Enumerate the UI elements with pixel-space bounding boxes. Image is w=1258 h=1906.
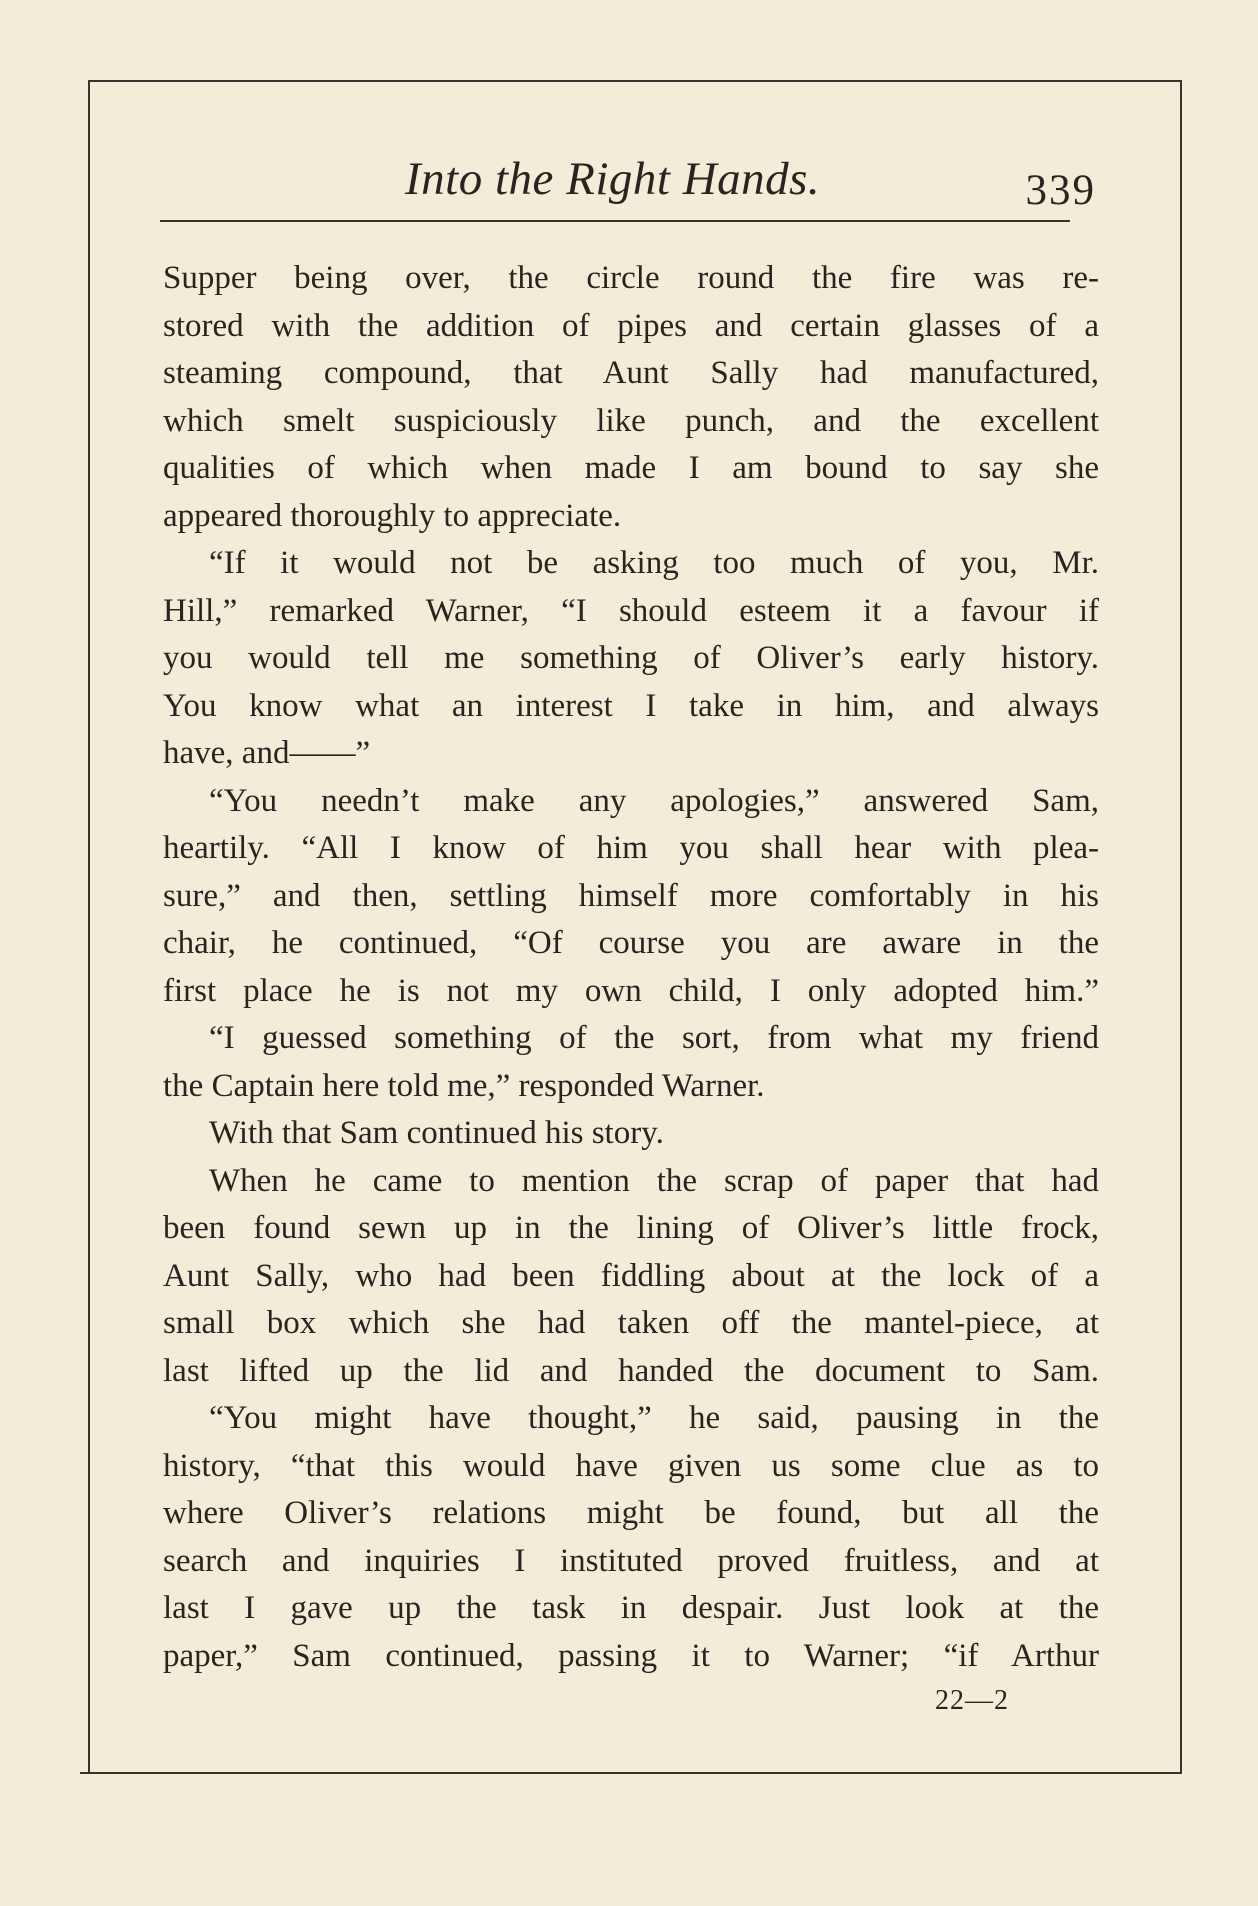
text-line: history, “that this would have given us some clue as to — [163, 1447, 1099, 1484]
header-rule — [160, 220, 1070, 222]
text-line: last I gave up the task in despair. Just look at the — [163, 1590, 1099, 1626]
text-line: With that Sam continued his story. — [209, 1115, 664, 1151]
text-line: “I guessed something of the sort, from what my friend — [209, 1020, 1099, 1056]
text-line: Hill,” remarked Warner, “I should esteem it a favour if — [163, 592, 1099, 629]
body-text — [163, 255, 1099, 1680]
text-line: appeared thoroughly to appreciate. — [163, 497, 622, 534]
text-line: qualities of which when made I am bound to say she — [163, 450, 1099, 486]
text-line: Aunt Sally, who had been fiddling about at the lock of a — [163, 1257, 1099, 1294]
text-line: You know what an interest I take in him, and always — [163, 687, 1099, 724]
text-line: heartily. “All I know of him you shall hear with plea- — [163, 830, 1099, 866]
text-line: you would tell me something of Oliver’s early history. — [163, 640, 1099, 676]
text-line: stored with the addition of pipes and certain glasses of a — [163, 307, 1099, 344]
text-line: have, and——” — [163, 735, 371, 771]
text-line: last lifted up the lid and handed the document to Sam. — [163, 1352, 1099, 1389]
text-line: “You needn’t make any apologies,” answered Sam, — [209, 782, 1099, 819]
text-line: small box which she had taken off the mantel-piece, at — [163, 1305, 1099, 1341]
text-line: “If it would not be asking too much of you, Mr. — [209, 545, 1099, 581]
text-line: paper,” Sam continued, passing it to Warner; “if Arthur — [163, 1637, 1099, 1674]
text-line: sure,” and then, settling himself more comfortably in his — [163, 877, 1099, 914]
text-line: When he came to mention the scrap of paper that had — [209, 1162, 1099, 1199]
text-line: chair, he continued, “Of course you are aware in the — [163, 925, 1099, 961]
text-line: been found sewn up in the lining of Oliver’s little frock, — [163, 1210, 1099, 1246]
bottom-rule — [80, 1772, 1182, 1774]
running-head — [160, 152, 1096, 222]
page-number: 339 — [1025, 167, 1096, 214]
text-line: steaming compound, that Aunt Sally had manufactured, — [163, 355, 1099, 391]
text-line: Supper being over, the circle round the fire was re- — [163, 260, 1099, 296]
signature-mark: 22—2 — [935, 1685, 1009, 1716]
running-title: Into the Right Hands. — [405, 153, 821, 205]
text-line: first place he is not my own child, I only adopted him.” — [163, 972, 1099, 1009]
text-line: “You might have thought,” he said, pausing in the — [209, 1400, 1099, 1436]
text-line: the Captain here told me,” responded Warner. — [163, 1067, 765, 1104]
text-line: which smelt suspiciously like punch, and the excellent — [163, 402, 1099, 439]
text-line: where Oliver’s relations might be found, but all the — [163, 1495, 1099, 1531]
text-line: search and inquiries I instituted proved fruitless, and at — [163, 1542, 1099, 1579]
